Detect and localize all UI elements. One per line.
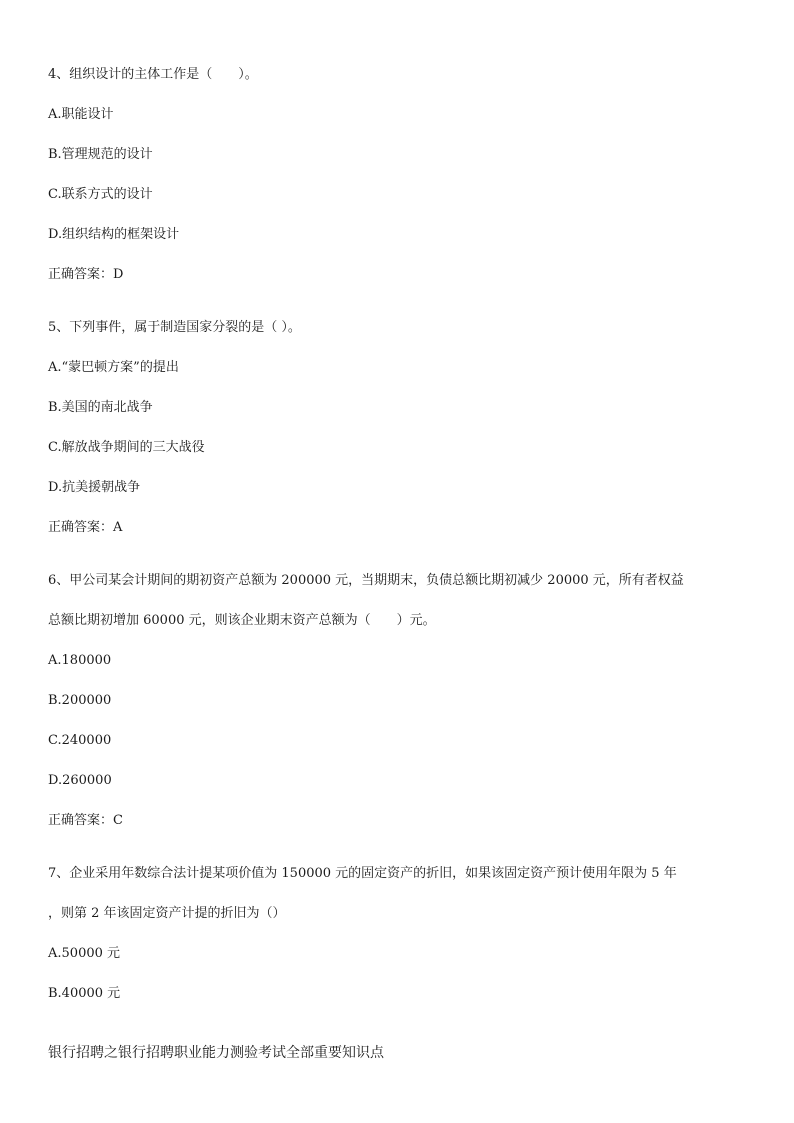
question-6-option-a: A.180000: [48, 653, 112, 668]
question-5-stem: 5、下列事件，属于制造国家分裂的是（ ）。: [48, 320, 301, 335]
question-6-option-c: C.240000: [48, 733, 112, 748]
question-6-stem-line-2: 总额比期初增加 60000 元，则该企业期末资产总额为（ ）元。: [48, 613, 436, 628]
page-footer: 银行招聘之银行招聘职业能力测验考试全部重要知识点: [48, 1045, 384, 1061]
question-5-option-c: C.解放战争期间的三大战役: [48, 440, 205, 455]
question-6-option-d: D.260000: [48, 773, 112, 788]
question-4-option-d: D.组织结构的框架设计: [48, 227, 180, 242]
question-4-option-b: B.管理规范的设计: [48, 147, 153, 162]
question-5-option-d: D.抗美援朝战争: [48, 480, 141, 495]
question-4-option-c: C.联系方式的设计: [48, 187, 153, 202]
question-7-option-b: B.40000 元: [48, 986, 121, 1001]
question-7-stem-line-2: ，则第 2 年该固定资产计提的折旧为（）: [48, 906, 286, 921]
question-5-option-b: B.美国的南北战争: [48, 400, 153, 415]
question-6-answer: 正确答案：C: [48, 813, 123, 828]
question-6-option-b: B.200000: [48, 693, 112, 708]
question-4-option-a: A.职能设计: [48, 107, 114, 122]
question-5-option-a: A.“蒙巴顿方案”的提出: [48, 360, 179, 375]
question-5-answer: 正确答案：A: [48, 520, 123, 535]
question-7-option-a: A.50000 元: [48, 946, 121, 961]
question-4-stem: 4、组织设计的主体工作是（ ）。: [48, 67, 258, 82]
question-6-stem-line-1: 6、甲公司某会计期间的期初资产总额为 200000 元，当期期末，负债总额比期初减少 20000 元，所有者权益: [48, 573, 684, 588]
question-7-stem-line-1: 7、企业采用年数综合法计提某项价值为 150000 元的固定资产的折旧，如果该固定资产预计使用年限为 5 年: [48, 866, 677, 881]
question-4-answer: 正确答案：D: [48, 267, 124, 282]
